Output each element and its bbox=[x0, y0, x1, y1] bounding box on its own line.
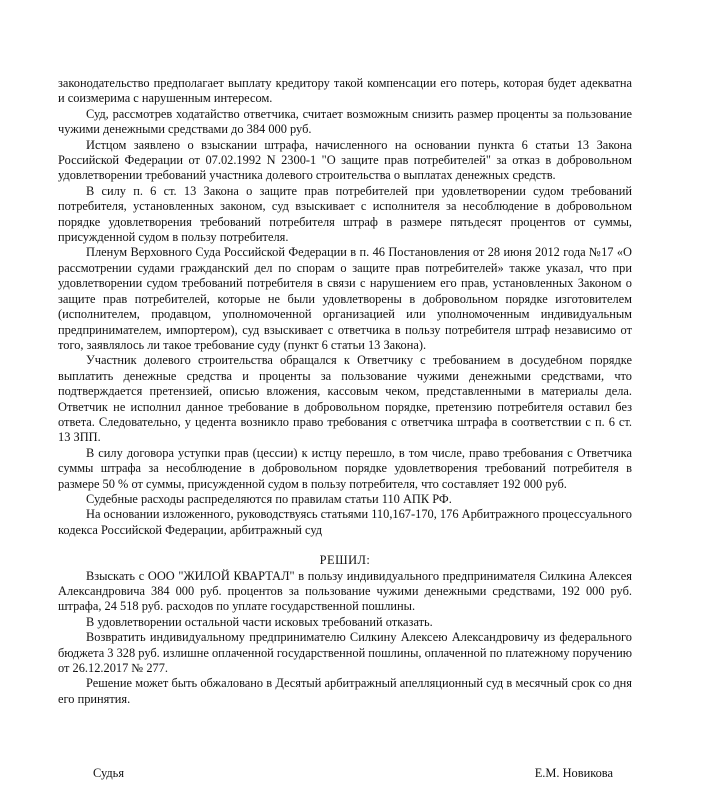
decision-appeal: Решение может быть обжаловано в Десятый арбитражный апелляционный суд в месячный срок со дня его принятия. bbox=[58, 676, 632, 706]
verdict-heading-text: РЕШИЛ: bbox=[319, 553, 371, 568]
paragraph-penalty-claim: Истцом заявлено о взыскании штрафа, начисленного на основании пункта 6 статьи 13 Закона Российской Федерации от 07.02.1992 N 2300-1 "О защите прав потребителей" за отказ в добровольном удовлетворении требований участника долевого строительства о выплатах денежных средств. bbox=[58, 137, 632, 183]
paragraph-cession: В силу договора уступки прав (цессии) к истцу перешло, в том числе, право требования с Ответчика суммы штрафа за несоблюдение в добровольном порядке удовлетворения требований потребителя в размере 50 % от суммы, присужденной судом в пользу потребителя, что составляет 192 000 руб. bbox=[58, 445, 632, 491]
decision-refund-duty: Возвратить индивидуальному предпринимателю Силкину Алексею Александровичу из федерального бюджета 3 328 руб. излишне оплаченной государственной пошлины, оплаченной по платежному поручению от 26.12.2017 № 277. bbox=[58, 630, 632, 676]
paragraph-intro-continuation: законодательство предполагает выплату кредитору такой компенсации его потерь, которая будет адекватна и соизмерима с нарушенным интересом. bbox=[58, 76, 632, 106]
decision-recover: Взыскать с ООО "ЖИЛОЙ КВАРТАЛ" в пользу индивидуального предпринимателя Силкина Алексея Александровича 384 000 руб. процентов за пользование чужими денежными средствами, 192 000 руб. штрафа, 24 518 руб. расходов по уплате государственной пошлины. bbox=[58, 568, 632, 614]
paragraph-law-reference: В силу п. 6 ст. 13 Закона о защите прав потребителей при удовлетворении судом требований потребителя, установленных законом, суд взыскивает с исполнителя за несоблюдение в добровольном порядке удовлетворения требований потребителя штраф в размере пятьдесят процентов от суммы, присужденной судом в пользу потребителя. bbox=[58, 183, 632, 245]
verdict-heading bbox=[58, 553, 632, 568]
judge-name: Е.М. Новикова bbox=[534, 766, 613, 780]
paragraph-grounds: На основании изложенного, руководствуясь статьями 110,167-170, 176 Арбитражного процессуального кодекса Российской Федерации, арбитражный суд bbox=[58, 507, 632, 537]
decision-deny-rest: В удовлетворении остальной части исковых требований отказать. bbox=[86, 614, 433, 629]
judge-title: Судья bbox=[93, 766, 125, 780]
paragraph-court-costs: Судебные расходы распределяются по правилам статьи 110 АПК РФ. bbox=[86, 491, 452, 506]
paragraph-plenum-reference: Пленум Верховного Суда Российской Федерации в п. 46 Постановления от 28 июня 2012 года №17 «О рассмотрении судами гражданский дел по спорам о защите прав потребителей» также указал, что при удовлетворении судом требований потребителя в связи с нарушением его прав, установленных Законом о защите прав потребителей, которые не были удовлетворены в добровольном порядке изготовителем (исполнителем, продавцом, уполномоченной организацией или уполномоченным индивидуальным предпринимателем, импортером), суд взыскивает с ответчика в пользу потребителя штраф независимо от того, заявлялось ли такое требование суду (пункт 6 статьи 13 Закона). bbox=[58, 245, 632, 352]
paragraph-interest-reduction: Суд, рассмотрев ходатайство ответчика, считает возможным снизить размер проценты за пользование чужими денежными средствами до 384 000 руб. bbox=[58, 106, 632, 137]
document-body bbox=[58, 76, 632, 707]
paragraph-pretrial-claim: Участник долевого строительства обращался к Ответчику с требованием в досудебном порядке выплатить денежные средства и проценты за пользование чужими денежными средствами, что подтверждается претензией, описью вложения, кассовым чеком, представленными в материалы дела. Ответчик не исполнил данное требование в добровольном порядке, претензию потребителя оставил без ответа. Следовательно, у цедента возникло право требования с ответчика штрафа в соответствии с п. 6 ст. 13 ЗПП. bbox=[58, 353, 632, 445]
